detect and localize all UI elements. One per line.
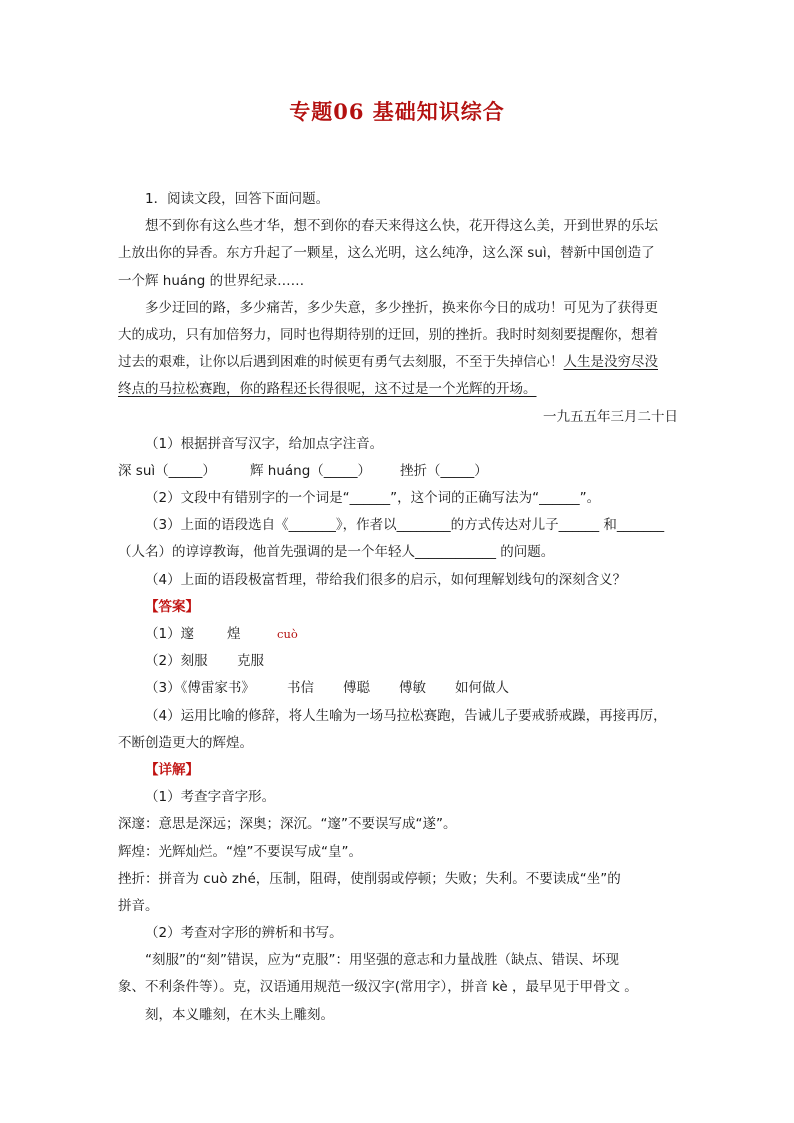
blank-1: 深 suì（_____）: [118, 462, 216, 479]
answer-label: 【答案】: [145, 598, 199, 615]
underlined-sentence: 人生是没穷尽没: [563, 354, 658, 371]
answer-4-cont: 不断创造更大的辉煌。: [118, 734, 253, 751]
explain-line: 挫折：拼音为 cuò zhé，压制，阻碍，使削弱或停顿；失败；失利。不要读成“坐”的: [118, 870, 621, 887]
sub-question-4: （4）上面的语段极富哲理，带给我们很多的启示，如何理解划线句的深刻含义？: [145, 571, 627, 588]
letter-date: 一九五五年三月二十日: [543, 408, 678, 425]
explain-line: 刻，本义雕刻，在木头上雕刻。: [145, 1006, 334, 1023]
answer-2: [118, 648, 678, 675]
answer-item: （3）《傅雷家书》: [145, 680, 255, 697]
passage-text: 过去的艰难，让你以后遇到困难的时候更有勇气去刻服，不至于失掉信心！: [118, 354, 564, 371]
answer-item: 如何做人: [455, 680, 509, 697]
passage-line: [118, 349, 678, 376]
passage-line: 一个辉 huáng 的世界纪录……: [118, 272, 305, 289]
answer-4: （4）运用比喻的修辞，将人生喻为一场马拉松赛跑，告诫儿子要戒骄戒躁，再接再厉，: [145, 707, 667, 724]
sub-question-3: （3）上面的语段选自《_______》，作者以________的方式传达对儿子______ 和_______: [145, 517, 665, 534]
underlined-sentence: 终点的马拉松赛跑，你的路程还长得很呢，这不过是一个光辉的开场。: [118, 381, 537, 398]
sub-question-3-cont: （人名）的谆谆教诲，他首先强调的是一个年轻人____________ 的问题。: [118, 544, 555, 561]
answer-item: 傅敏: [399, 680, 426, 697]
answer-item: cuò: [277, 627, 298, 641]
passage-line: 多少迂回的路，多少痛苦，多少失意，多少挫折，换来你今日的成功！可见为了获得更: [145, 299, 658, 316]
answer-3: [118, 675, 678, 702]
answer-1: [118, 621, 678, 648]
answer-item: 克服: [237, 653, 264, 670]
explain-label: 【详解】: [145, 761, 199, 778]
explain-line: 辉煌：光辉灿烂。“煌”不要误写成“皇”。: [118, 843, 362, 860]
explain-2: （2）考查对字形的辨析和书写。: [145, 925, 343, 942]
sub-question-1-blanks: [118, 458, 678, 485]
explain-line: 象、不利条件等）。克，汉语通用规范一级汉字(常用字），拼音 kè ，最早见于甲骨文 。: [118, 979, 638, 996]
explain-line: “刻服”的“刻”错误，应为“克服”：用坚强的意志和力量战胜（缺点、错误、坏现: [145, 952, 619, 969]
blank-3: 挫折（_____）: [400, 462, 488, 479]
explain-1: （1）考查字音字形。: [145, 789, 276, 806]
page-title: 专题06 基础知识综合: [289, 99, 505, 124]
answer-item: 煌: [227, 626, 241, 642]
passage-line: 大的成功，只有加倍努力，同时也得期待别的迂回，别的挫折。我时时刻刻要提醒你，想着: [118, 326, 658, 343]
sub-question-2: （2）文段中有错别字的一个词是“______”，这个词的正确写法为“______”。: [145, 490, 601, 507]
passage-line: 上放出你的异香。东方升起了一颗星，这么光明，这么纯净，这么深 suì，替新中国创造了: [118, 245, 655, 262]
passage-line: 想不到你有这么些才华，想不到你的春天来得这么快，花开得这么美，开到世界的乐坛: [145, 218, 658, 235]
answer-item: 傅聪: [343, 680, 370, 697]
passage-line: [118, 376, 678, 403]
blank-2: 辉 huáng（_____）: [250, 462, 372, 479]
answer-item: （1）邃: [145, 626, 195, 642]
sub-question-1: （1）根据拼音写汉字，给加点字注音。: [145, 435, 384, 452]
answer-item: 书信: [287, 680, 314, 697]
answer-item: （2）刻服: [145, 653, 208, 670]
explain-line: 深邃：意思是深远；深奥；深沉。“邃”不要误写成“遂”。: [118, 816, 457, 833]
question-intro: 1．阅读文段，回答下面问题。: [145, 191, 330, 207]
explain-line: 拼音。: [118, 897, 159, 914]
document-body: [118, 186, 678, 1029]
